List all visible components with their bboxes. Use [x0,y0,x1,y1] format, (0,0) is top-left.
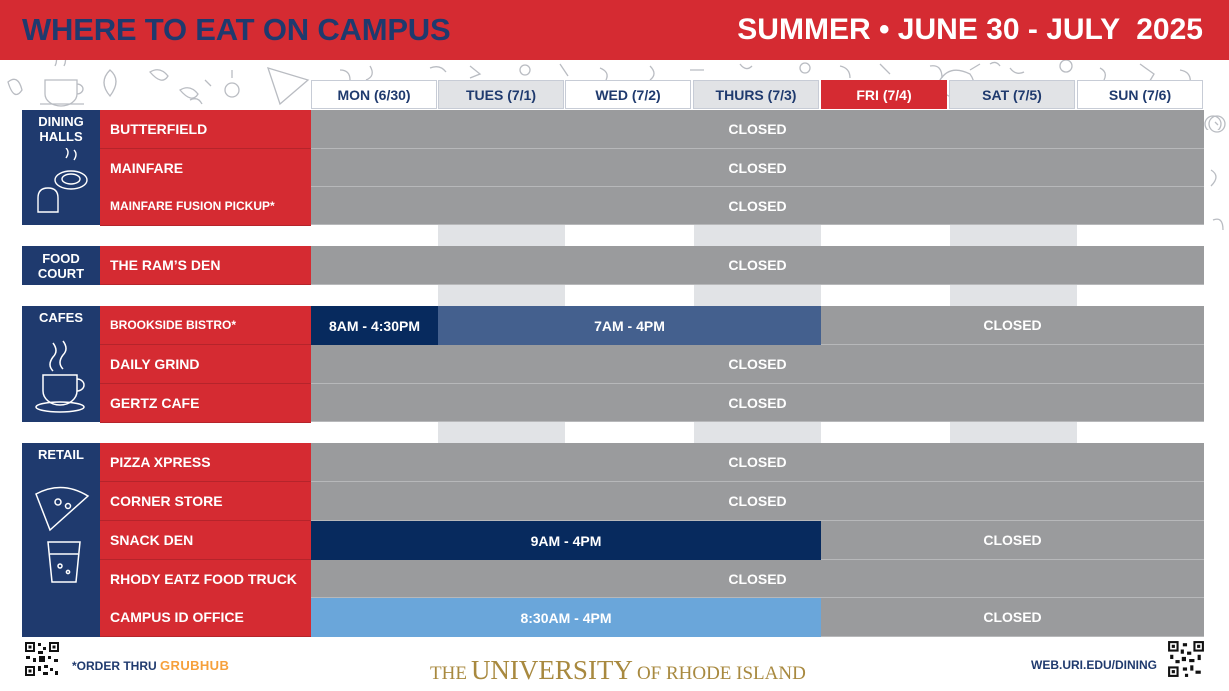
qr-code-right-icon[interactable] [1167,640,1205,678]
location-butterfield: BUTTERFIELD [100,110,311,149]
coffee-cup-doodle-icon [45,80,83,106]
location-mainfare-fusion: MAINFARE FUSION PICKUP* [100,187,311,226]
location-food-truck: RHODY EATZ FOOD TRUCK [100,560,311,599]
hours-cell: CLOSED [311,110,1204,149]
pizza-and-drink-icon [28,482,94,592]
hours-cell: CLOSED [821,306,1204,345]
category-cafes-label: CAFES [38,310,84,325]
location-daily-grind: DAILY GRIND [100,345,311,384]
hours-cell: 9AM - 4PM [311,521,821,560]
day-header-sun: SUN (7/6) [1077,80,1203,109]
order-note [72,658,229,673]
category-retail [22,443,100,637]
location-corner-store: CORNER STORE [100,482,311,521]
logo-university: UNIVERSITY [470,655,633,685]
grubhub-logo[interactable]: GRUBHUB [160,658,230,673]
day-header-fri: FRI (7/4) [821,80,947,109]
location-mainfare: MAINFARE [100,149,311,188]
location-pizza-xpress: PIZZA XPRESS [100,443,311,482]
day-header-mon: MON (6/30) [311,80,437,109]
day-header-thu: THURS (7/3) [693,80,819,109]
column-shade [950,225,1077,246]
location-gertz-cafe: GERTZ CAFE [100,384,311,423]
day-header-wed: WED (7/2) [565,80,691,109]
logo-the: THE [430,663,467,684]
hours-cell: CLOSED [311,345,1204,384]
order-note-text: *ORDER THRU [72,659,157,673]
dining-website-link[interactable]: WEB.URI.EDU/DINING [1031,658,1157,672]
hours-cell: CLOSED [821,598,1204,637]
category-dining-halls [22,110,100,225]
category-food-court [22,246,100,285]
hours-cell: 8:30AM - 4PM [311,598,821,637]
hours-cell: CLOSED [311,149,1204,187]
onion-doodle-icon [104,70,116,96]
hours-cell: 8AM - 4:30PM [311,306,438,345]
hours-cell: 7AM - 4PM [438,306,821,345]
hours-cell: CLOSED [311,384,1204,422]
page-title: WHERE TO EAT ON CAMPUS [22,12,451,47]
hours-cell: CLOSED [311,482,1204,521]
column-shade [438,422,565,443]
column-shade [438,225,565,246]
dining-plate-icon [26,148,96,218]
hours-cell: CLOSED [311,443,1204,482]
category-cafes [22,306,100,422]
category-dining-halls-label: DINING HALLS [38,114,84,144]
date-range: SUMMER • JUNE 30 - JULY 2025 [737,13,1203,46]
university-logo [430,655,806,686]
category-food-court-label: FOOD COURT [37,251,85,281]
column-shade [950,285,1077,306]
logo-of-rhode-island: OF RHODE ISLAND [636,663,806,684]
location-snack-den: SNACK DEN [100,521,311,560]
column-shade [694,285,821,306]
hours-cell: CLOSED [311,246,1204,285]
column-shade [694,422,821,443]
day-header-sat: SAT (7/5) [949,80,1075,109]
column-shade [694,225,821,246]
location-rams-den: THE RAM’S DEN [100,246,311,285]
column-shade [950,422,1077,443]
hours-cell: CLOSED [311,560,1204,598]
side-doodles-decoration [1205,110,1229,250]
location-brookside-bistro: BROOKSIDE BISTRO* [100,306,311,345]
category-retail-label: RETAIL [38,447,84,462]
day-header-tue: TUES (7/1) [438,80,564,109]
hours-cell: CLOSED [821,521,1204,560]
coffee-cup-icon [31,339,91,415]
pizza-doodle-icon [268,68,308,104]
hours-cell: CLOSED [311,187,1204,225]
location-campus-id-office: CAMPUS ID OFFICE [100,598,311,637]
column-shade [438,285,565,306]
qr-code-left-icon[interactable] [24,641,60,677]
